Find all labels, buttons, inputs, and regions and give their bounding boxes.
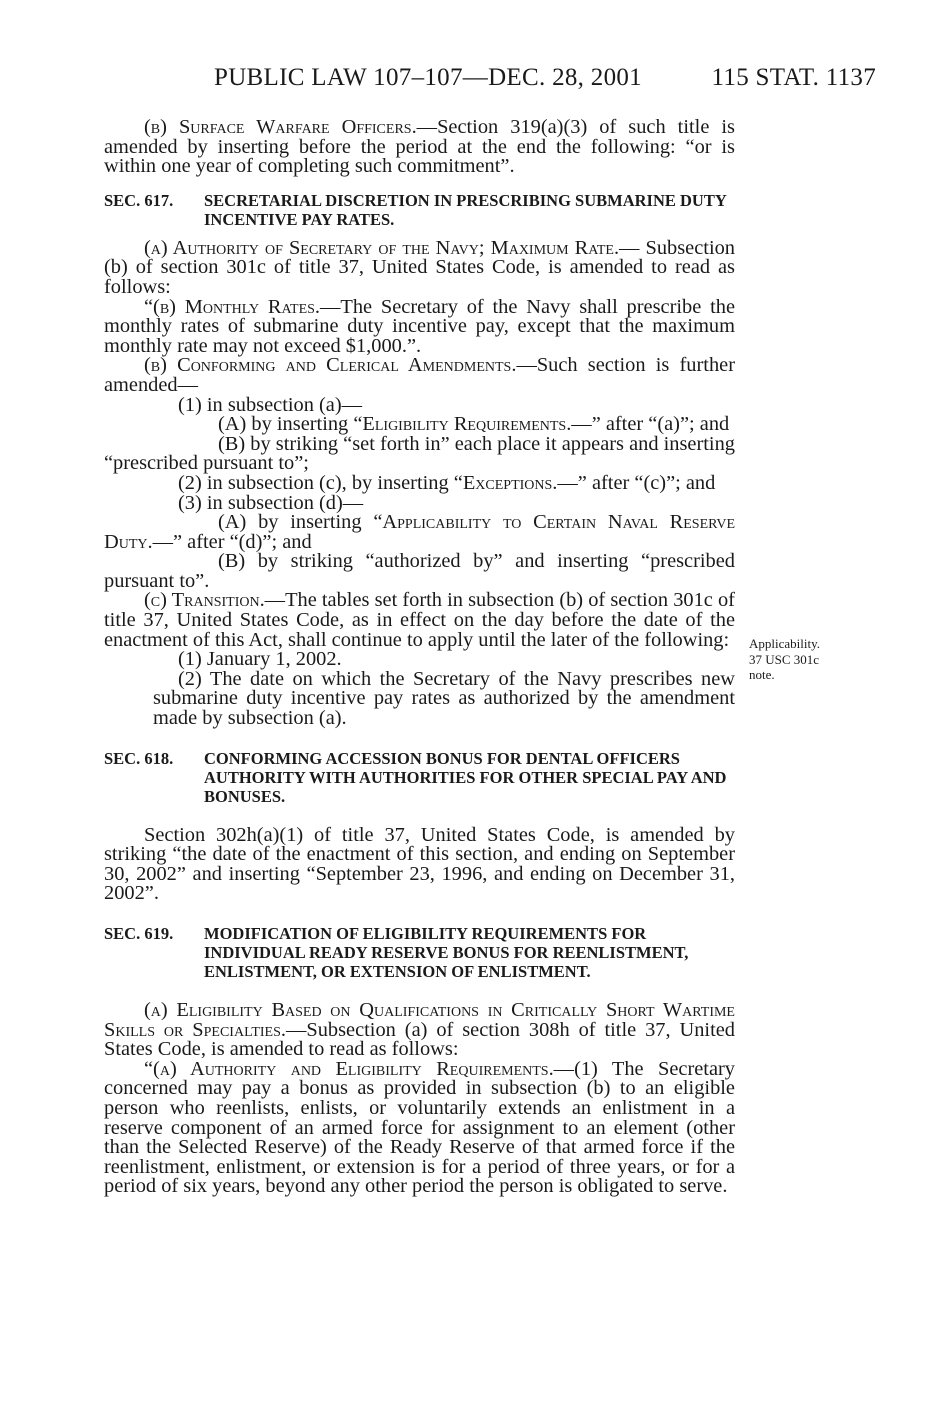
body-text: [104, 118, 735, 1197]
paragraph-617-a-quote: “(b) Monthly Rates.—The Secretary of the Navy shall prescribe the monthly rates of submarine duty incentive pay, except that the maximum monthly rate may not exceed $1,000.”.: [104, 295, 735, 357]
paragraph-617-b: (b) Conforming and Clerical Amendments.—Such section is further amended—: [104, 354, 735, 396]
paragraph-617-b1: (1) in subsection (a)—: [178, 393, 363, 416]
paragraph-618: Section 302h(a)(1) of title 37, United States Code, is amended by striking “the date of the enactment of this section, and ending on September 30, 2002” and inserting “September 23, 1996, and ending on December 31, 2002”.: [104, 823, 735, 905]
margin-note-line: 37 USC 301c: [749, 651, 820, 667]
paragraph-617-b1A: (A) by inserting “Eligibility Requirements.—” after “(a)”; and: [218, 413, 730, 436]
paragraph-617-c2: (2) The date on which the Secretary of the Navy prescribes new submarine duty incentive pay rates as authorized by the amendment made by subsection (a).: [153, 667, 735, 730]
paragraph-617-c1: (1) January 1, 2002.: [178, 648, 342, 671]
paragraph-617-b3A: (A) by inserting “Applicability to Certain Naval Reserve Duty.—” after “(d)”; and: [104, 511, 735, 553]
margin-note-line: note.: [749, 667, 775, 682]
paragraph-617-b3B: (B) by striking “authorized by” and inserting “prescribed pursuant to”.: [104, 550, 735, 592]
header-law-citation: PUBLIC LAW 107–107—DEC. 28, 2001: [214, 64, 642, 91]
paragraph-b-surface-warfare: (b) Surface Warfare Officers.—Section 319(a)(3) of such title is amended by inserting before the period at the end the following: “or is within one year of completing such commitment”.: [104, 116, 735, 178]
running-header: [214, 64, 876, 92]
paragraph-619-a-quote: “(a) Authority and Eligibility Requirements.—(1) The Secretary concerned may pay a bonus as provided in subsection (b) to an eligible person who reenlists, enlists, or voluntarily extends an enlistment in a reserve component of an armed force for assignment to an element (other than the Selected Reserve) of the Ready Reserve of that armed force if the reenlistment, enlistment, or extension is for a period of three years, or for a period of six years, beyond any other period the person is obligated to serve.: [104, 1057, 735, 1198]
paragraph-619-a: (a) Eligibility Based on Qualifications in Critically Short Wartime Skills or Specialties.—Subsection (a) of section 308h of title 37, United States Code, is amended to read as follows:: [104, 999, 735, 1061]
section-617-heading: SEC. 617. SECRETARIAL DISCRETION IN PRESCRIBING SUBMARINE DUTY INCENTIVE PAY RATES.: [104, 190, 727, 229]
paragraph-617-c: (c) Transition.—The tables set forth in subsection (b) of section 301c of title 37, United States Code, as in effect on the day before the date of the enactment of this Act, shall continue to apply until the later of the following:: [104, 589, 735, 651]
paragraph-617-b2: (2) in subsection (c), by inserting “Exceptions.—” after “(c)”; and: [178, 471, 716, 494]
paragraph-617-a: (a) Authority of Secretary of the Navy; Maximum Rate.— Subsection (b) of section 301c of title 37, United States Code, is amended to read as follows:: [104, 236, 735, 298]
section-619-heading: SEC. 619. MODIFICATION OF ELIGIBILITY REQUIREMENTS FOR INDIVIDUAL READY RESERVE BONUS FOR REENLISTMENT, ENLISTMENT, OR EXTENSION OF ENLISTMENT.: [104, 924, 689, 981]
header-page-number: 115 STAT. 1137: [711, 64, 876, 91]
margin-note-line: Applicability.: [749, 636, 821, 651]
paragraph-617-b1B: (B) by striking “set forth in” each place it appears and inserting “prescribed pursuant to”;: [104, 432, 735, 475]
margin-note-applicability: [749, 636, 859, 683]
section-618-heading: SEC. 618. CONFORMING ACCESSION BONUS FOR DENTAL OFFICERS AUTHORITY WITH AUTHORITIES FOR OTHER SPECIAL PAY AND BONUSES.: [104, 748, 727, 806]
paragraph-617-b3: (3) in subsection (d)—: [178, 491, 364, 514]
